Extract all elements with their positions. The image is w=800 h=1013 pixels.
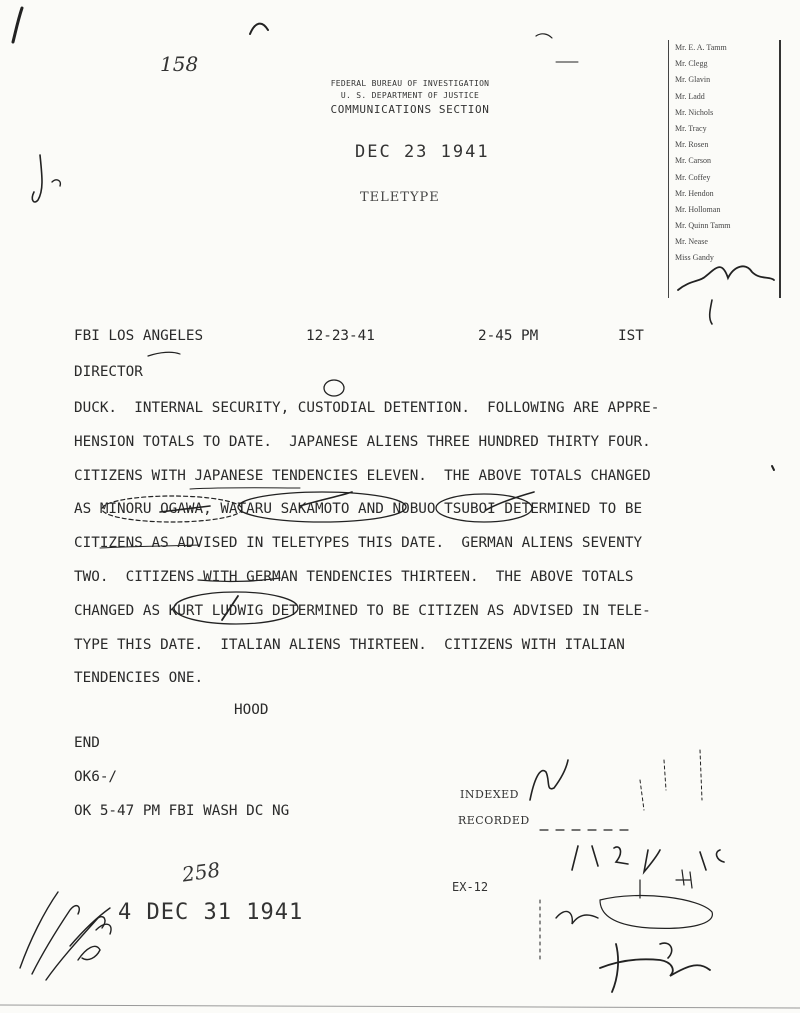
scribble-mark	[250, 24, 268, 34]
handwritten-signature	[660, 943, 672, 958]
acknowledgement-2: OK 5-47 PM FBI WASH DC NG	[74, 803, 290, 819]
strike-mark	[160, 506, 210, 512]
message-line: TWO. CITIZENS WITH GERMAN TENDENCIES THIRTEEN. THE ABOVE TOTALS	[74, 568, 634, 585]
message-time: 2-45 PM	[478, 328, 539, 344]
stamp-line-section: COMMUNICATIONS SECTION	[330, 103, 490, 116]
name-circle-minoru-ogawa	[102, 496, 242, 522]
stamp-date: DEC 23 1941	[355, 142, 490, 162]
handwritten-file-number: 158	[160, 52, 199, 76]
indexed-stamp: INDEXED	[460, 788, 519, 801]
margin-initials	[52, 180, 60, 186]
message-line: TENDENCIES ONE.	[74, 670, 204, 687]
message-date: 12-23-41	[306, 328, 375, 344]
routing-item: Miss Gandy	[675, 253, 714, 263]
acknowledgement-1: OK6-/	[74, 769, 118, 785]
routing-item: Mr. Ladd	[675, 91, 705, 101]
routing-item: Mr. Tracy	[675, 123, 707, 133]
message-recipient: DIRECTOR	[74, 364, 143, 380]
message-zone: IST	[618, 328, 644, 344]
underline-mark	[148, 352, 180, 356]
message-line: CITIZENS AS ADVISED IN TELETYPES THIS DATE. GERMAN ALIENS SEVENTY	[74, 535, 643, 552]
message-line: CHANGED AS KURT LUDWIG DETERMINED TO BE CITIZEN AS ADVISED IN TELE-	[74, 602, 651, 619]
message-line: HENSION TOTALS TO DATE. JAPANESE ALIENS THREE HUNDRED THIRTY FOUR.	[74, 433, 651, 450]
stamp-line-agency: FEDERAL BUREAU OF INVESTIGATION	[330, 79, 490, 88]
handwritten-note	[20, 892, 110, 980]
handwritten-signature	[600, 944, 710, 992]
handwritten-initials	[556, 911, 598, 924]
stamp-line-department: U. S. DEPARTMENT OF JUSTICE	[340, 91, 480, 100]
routing-item: Mr. Nease	[675, 237, 708, 247]
routing-initials	[678, 266, 774, 290]
pen-stroke-mark	[13, 8, 22, 42]
dot-mark	[772, 466, 774, 470]
routing-initials	[710, 300, 712, 324]
message-line: AS MINORU OGAWA, WATARU SAKAMOTO AND NOBUO TSUBOI DETERMINED TO BE	[74, 501, 643, 518]
routing-item: Mr. Glavin	[675, 75, 711, 85]
routing-item: Mr. E. A. Tamm	[675, 43, 727, 52]
end-marker: END	[74, 735, 100, 751]
stamp-marks	[676, 870, 692, 888]
vertical-stamp-marks	[640, 750, 702, 810]
signature: HOOD	[234, 702, 269, 718]
underline-mark	[190, 488, 300, 489]
handwritten-note	[78, 924, 111, 960]
strike-mark	[198, 578, 280, 581]
strike-mark	[300, 492, 352, 506]
name-circle-kurt-ludwig	[174, 592, 298, 624]
message-from: FBI LOS ANGELES	[74, 328, 204, 344]
routing-item: Mr. Coffey	[675, 172, 711, 182]
message-line: TYPE THIS DATE. ITALIAN ALIENS THIRTEEN. CITIZENS WITH ITALIAN	[74, 636, 625, 653]
name-circle-nobuo-tsuboi	[436, 494, 532, 522]
routing-item: Mr. Quinn Tamm	[675, 221, 731, 231]
message-line: DUCK. INTERNAL SECURITY, CUSTODIAL DETENTION. FOLLOWING ARE APPRE-	[74, 400, 660, 416]
routing-item: Mr. Holloman	[675, 204, 721, 214]
filed-date-stamp: 4 DEC 31 1941	[118, 900, 304, 925]
margin-initials	[32, 155, 42, 202]
routing-item: Mr. Carson	[675, 156, 711, 166]
bottom-edge-line	[0, 1005, 800, 1008]
ex-code-stamp: EX-12	[452, 880, 489, 894]
routing-item: Mr. Clegg	[675, 59, 708, 69]
scribble-mark	[536, 34, 552, 38]
circle-mark	[324, 380, 344, 396]
recorded-stamp: RECORDED	[458, 814, 530, 827]
name-circle-wataru-sakamoto	[238, 492, 406, 522]
routing-item: Mr. Rosen	[675, 140, 709, 150]
teletype-label: TELETYPE	[360, 190, 440, 205]
handwritten-serial: 258	[180, 857, 222, 887]
handwritten-initials	[530, 760, 568, 800]
oval-mark	[600, 896, 712, 929]
underline-mark	[100, 545, 200, 548]
routing-item: Mr. Nichols	[675, 107, 714, 117]
handwritten-date	[572, 846, 724, 872]
strike-mark	[222, 596, 238, 620]
message-line: CITIZENS WITH JAPANESE TENDENCIES ELEVEN. THE ABOVE TOTALS CHANGED	[74, 467, 651, 484]
routing-item: Mr. Hendon	[675, 188, 714, 198]
